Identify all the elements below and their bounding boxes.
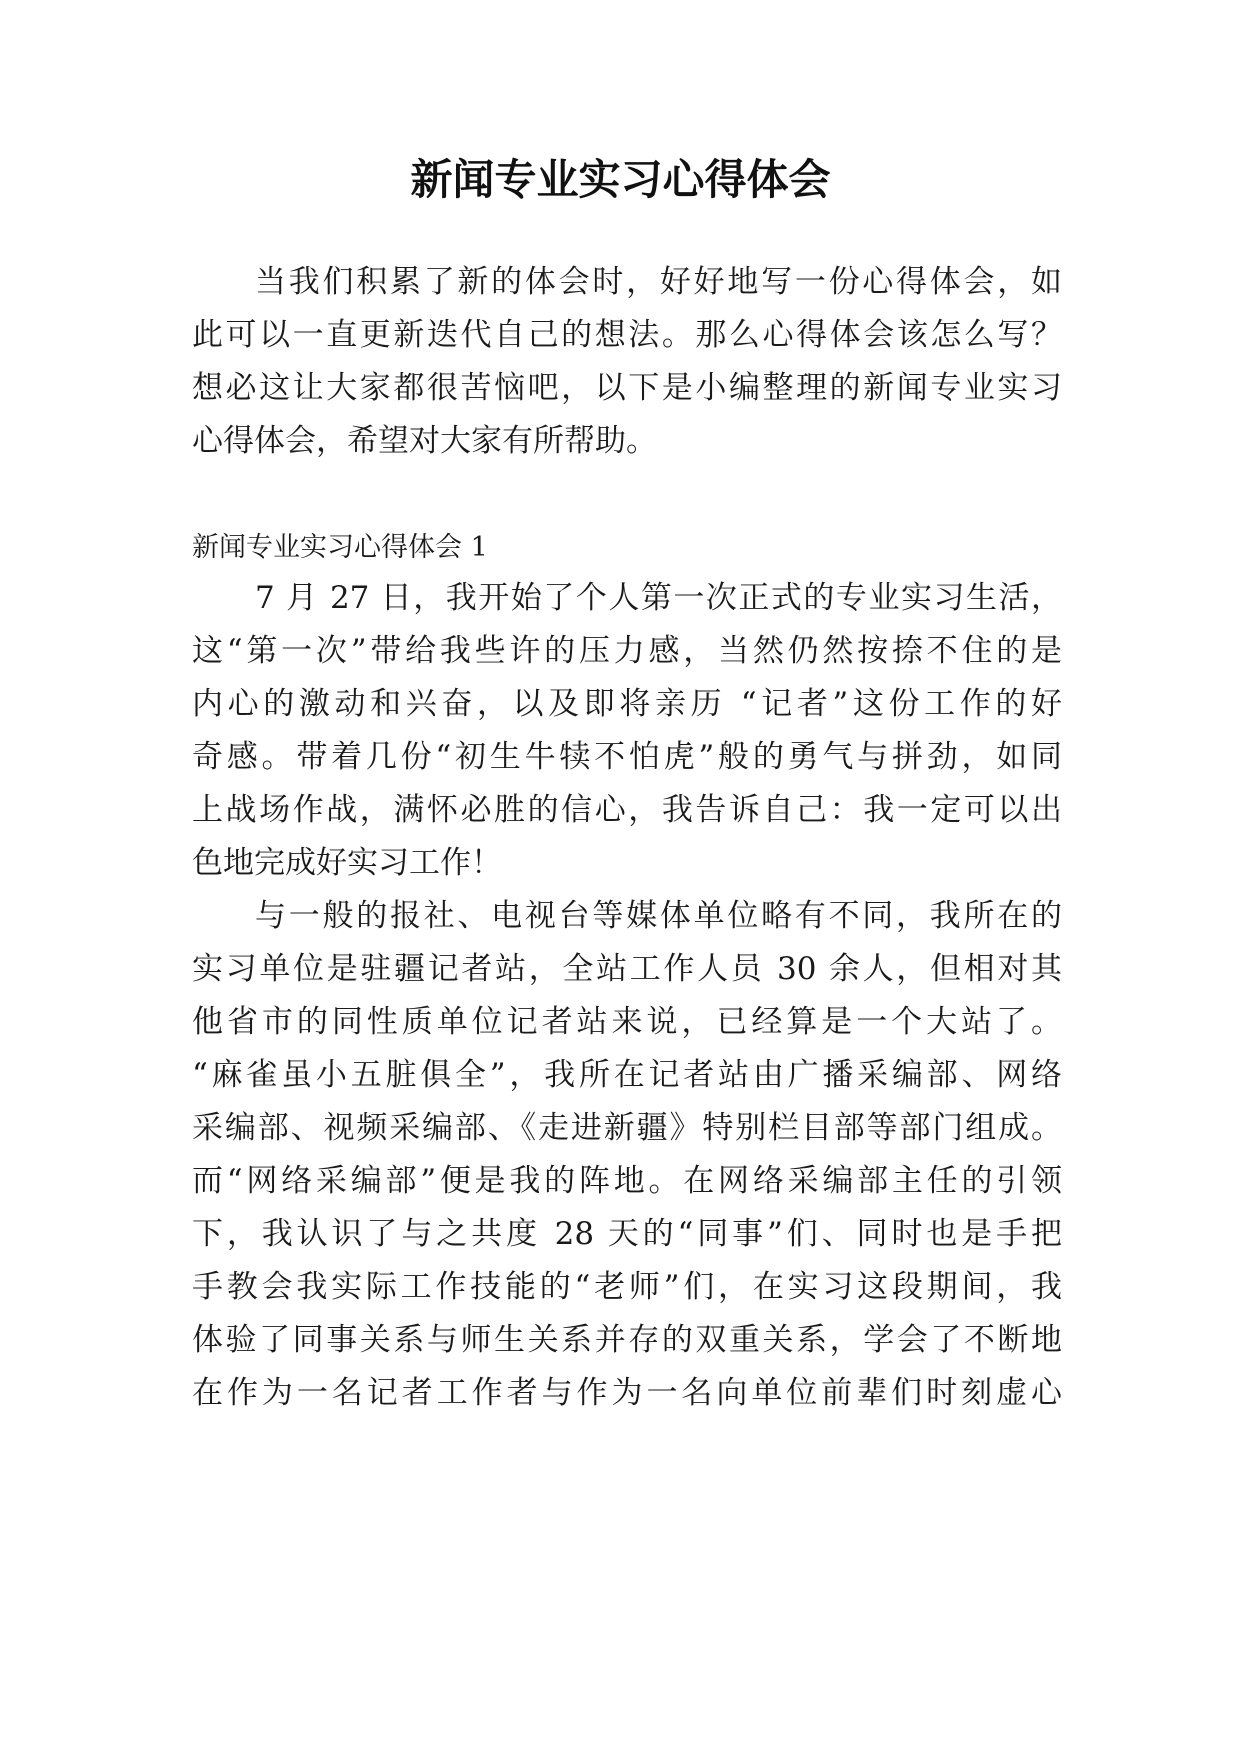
paragraph-line: 上战场作战，满怀必胜的信心，我告诉自己：我一定可以出 xyxy=(192,792,1062,828)
paragraph-line: 奇感。带着几份“初生牛犊不怕虎”般的勇气与拼劲，如同 xyxy=(192,739,1062,775)
section-heading: 新闻专业实习心得体会 1 xyxy=(192,532,488,563)
paragraph-line: 手教会我实际工作技能的“老师”们，在实习这段期间，我 xyxy=(192,1269,1062,1305)
paragraph-line: 体验了同事关系与师生关系并存的双重关系，学会了不断地 xyxy=(192,1322,1062,1358)
paragraph-line: “麻雀虽小五脏俱全”，我所在记者站由广播采编部、网络 xyxy=(192,1057,1062,1093)
intro-line: 此可以一直更新迭代自己的想法。那么心得体会该怎么写？ xyxy=(192,317,1062,353)
intro-line: 想必这让大家都很苦恼吧，以下是小编整理的新闻专业实习 xyxy=(192,370,1062,406)
paragraph-line: 实习单位是驻疆记者站，全站工作人员 30 余人，但相对其 xyxy=(192,951,1062,987)
paragraph-line: 与一般的报社、电视台等媒体单位略有不同，我所在的 xyxy=(255,898,1062,934)
paragraph-line: 7 月 27 日，我开始了个人第一次正式的专业实习生活， xyxy=(255,580,1062,616)
intro-line: 当我们积累了新的体会时，好好地写一份心得体会，如 xyxy=(255,264,1062,300)
paragraph-line: 这“第一次”带给我些许的压力感，当然仍然按捺不住的是 xyxy=(192,633,1062,669)
paragraph-line: 内心的激动和兴奋，以及即将亲历 “记者”这份工作的好 xyxy=(192,686,1062,722)
paragraph-line: 而“网络采编部”便是我的阵地。在网络采编部主任的引领 xyxy=(192,1163,1062,1199)
intro-line: 心得体会，希望对大家有所帮助。 xyxy=(192,423,657,459)
document-title: 新闻专业实习心得体会 xyxy=(410,155,831,204)
paragraph-line: 在作为一名记者工作者与作为一名向单位前辈们时刻虚心 xyxy=(192,1375,1062,1411)
paragraph-line: 色地完成好实习工作！ xyxy=(192,845,502,881)
paragraph-line: 他省市的同性质单位记者站来说，已经算是一个大站了。 xyxy=(192,1004,1062,1040)
paragraph-line: 下，我认识了与之共度 28 天的“同事”们、同时也是手把 xyxy=(192,1216,1062,1252)
paragraph-line: 采编部、视频采编部、《走进新疆》特别栏目部等部门组成。 xyxy=(192,1110,1062,1146)
